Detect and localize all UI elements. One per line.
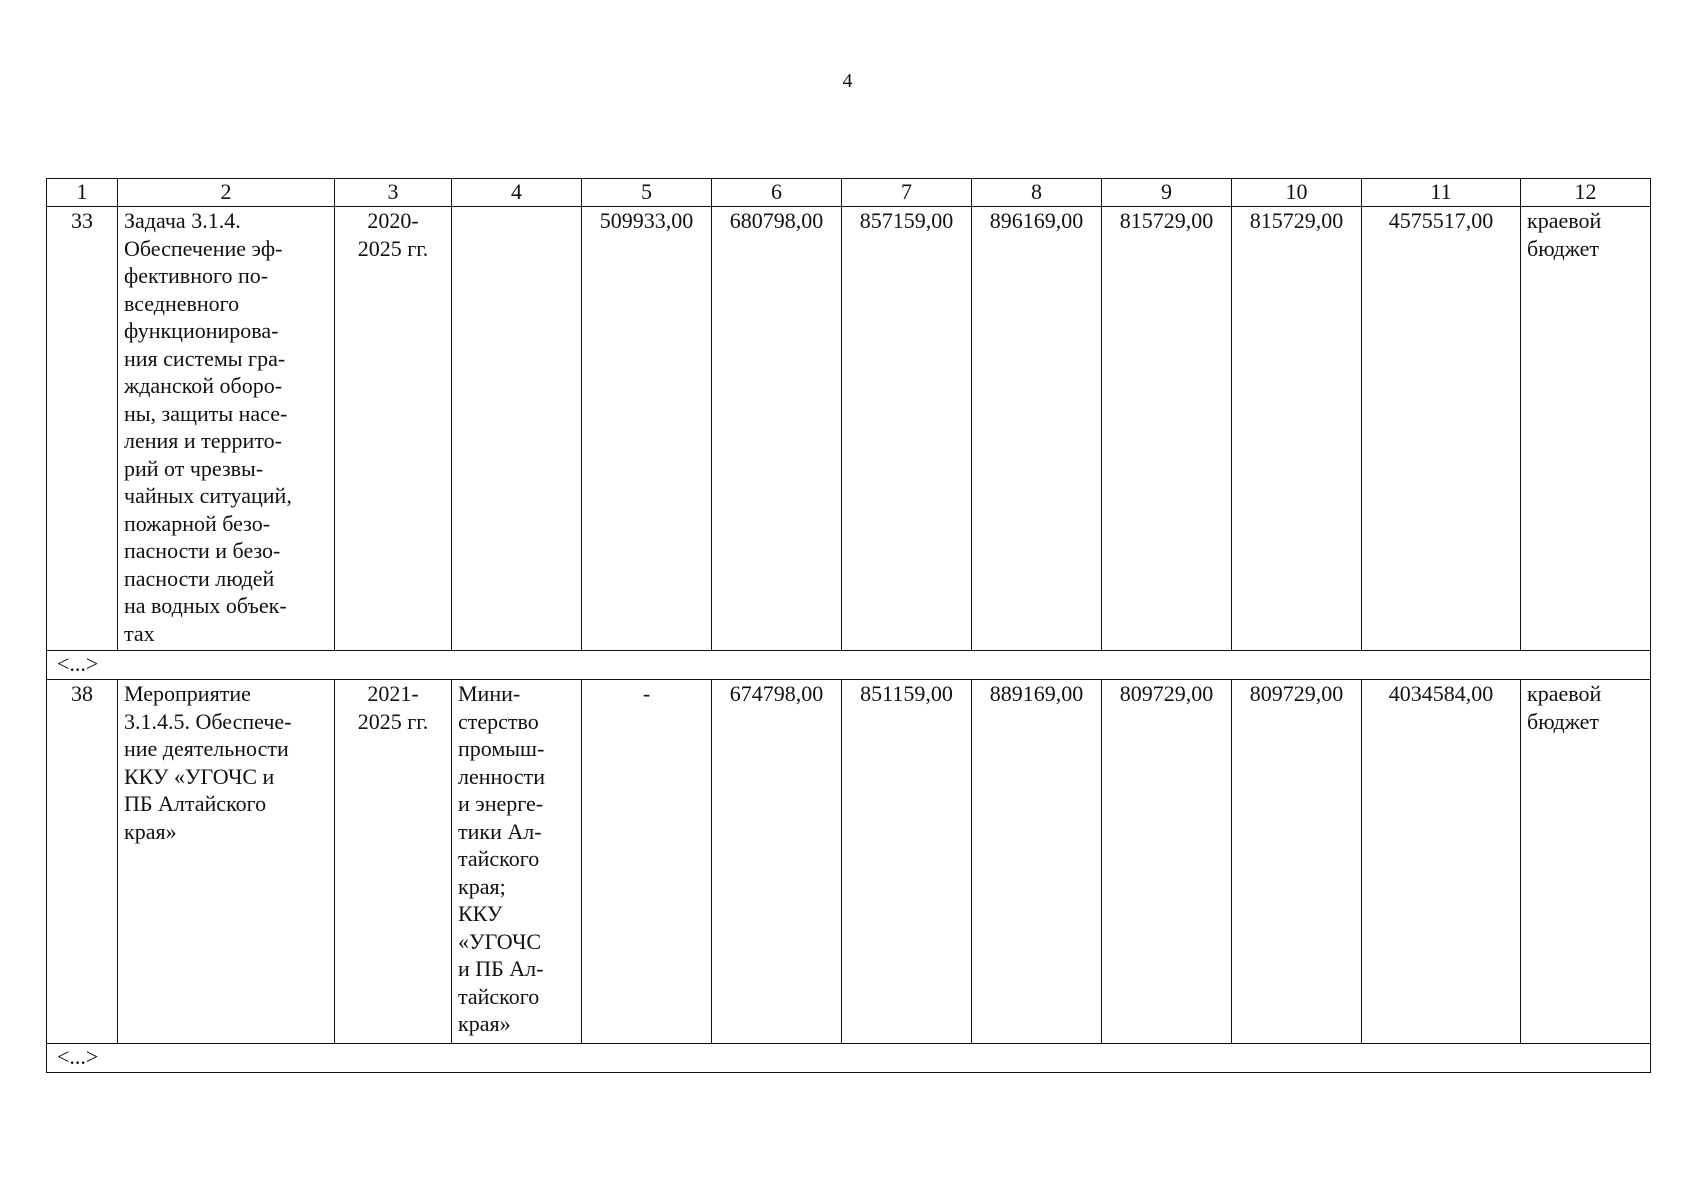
value-col10: 815729,00 — [1232, 207, 1362, 651]
table-row — [47, 680, 1651, 1044]
omission-row — [47, 651, 1651, 680]
value-col8: 889169,00 — [972, 680, 1102, 1044]
omission-row — [47, 1044, 1651, 1073]
column-header: 10 — [1232, 179, 1362, 207]
value-col5: 509933,00 — [582, 207, 712, 651]
column-header: 6 — [712, 179, 842, 207]
column-number-row — [47, 179, 1651, 207]
budget-table — [46, 178, 1651, 1073]
table-row — [47, 207, 1651, 651]
value-col8: 896169,00 — [972, 207, 1102, 651]
column-header: 11 — [1362, 179, 1521, 207]
value-col6: 680798,00 — [712, 207, 842, 651]
column-header: 1 — [47, 179, 118, 207]
value-col6: 674798,00 — [712, 680, 842, 1044]
executor — [452, 207, 582, 651]
value-col9: 809729,00 — [1102, 680, 1232, 1044]
column-header: 7 — [842, 179, 972, 207]
row-number: 33 — [47, 207, 118, 651]
row-number: 38 — [47, 680, 118, 1044]
executor: Мини- стерство промыш- ленности и энерге- тики Ал- тайского края; ККУ «УГОЧС и ПБ Ал- тайского края» — [452, 680, 582, 1044]
value-col10: 809729,00 — [1232, 680, 1362, 1044]
column-header: 8 — [972, 179, 1102, 207]
omission-marker: <...> — [47, 1044, 1651, 1073]
page-number: 4 — [842, 70, 853, 92]
value-col9: 815729,00 — [1102, 207, 1232, 651]
value-col7: 851159,00 — [842, 680, 972, 1044]
task-name: Задача 3.1.4. Обеспечение эф- фективного по- вседневного функционирова- ния системы гра- жданской оборо- ны, защиты насе- ления и террито- рий от чрезвы- чайных ситуаций, пожарной безо- пасности и безо- пасности людей на водных объек- тах — [118, 207, 335, 651]
column-header: 4 — [452, 179, 582, 207]
total-value: 4575517,00 — [1362, 207, 1521, 651]
value-col7: 857159,00 — [842, 207, 972, 651]
column-header: 9 — [1102, 179, 1232, 207]
period: 2021- 2025 гг. — [335, 680, 452, 1044]
funding-source: краевой бюджет — [1521, 207, 1651, 651]
funding-source: краевой бюджет — [1521, 680, 1651, 1044]
column-header: 3 — [335, 179, 452, 207]
column-header: 12 — [1521, 179, 1651, 207]
omission-marker: <...> — [47, 651, 1651, 680]
column-header: 2 — [118, 179, 335, 207]
value-col5: - — [582, 680, 712, 1044]
period: 2020- 2025 гг. — [335, 207, 452, 651]
total-value: 4034584,00 — [1362, 680, 1521, 1044]
task-name: Мероприятие 3.1.4.5. Обеспече- ние деятельности ККУ «УГОЧС и ПБ Алтайского края» — [118, 680, 335, 1044]
column-header: 5 — [582, 179, 712, 207]
